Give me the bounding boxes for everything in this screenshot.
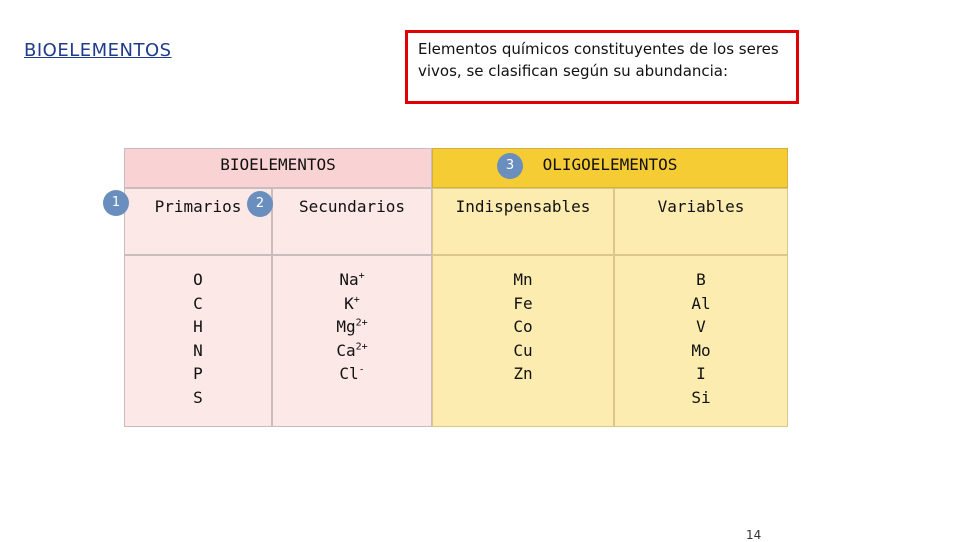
element-charge: 2+ xyxy=(355,317,368,329)
secundarios-list xyxy=(273,268,431,386)
element-symbol: P xyxy=(193,364,203,383)
element-base: Mg xyxy=(336,317,356,336)
element-symbol xyxy=(273,268,431,292)
element-symbol: Zn xyxy=(513,364,533,383)
element-charge: - xyxy=(358,364,365,376)
variables-column xyxy=(614,255,788,427)
element-symbol: Mo xyxy=(691,340,711,360)
element-charge: + xyxy=(353,294,360,306)
element-symbol: Mn xyxy=(513,270,533,289)
secundarios-label: Secundarios xyxy=(299,197,405,216)
primarios-list xyxy=(125,268,271,409)
element-charge: 2+ xyxy=(355,341,368,353)
variables-label: Variables xyxy=(657,197,745,216)
element-symbol: S xyxy=(193,387,203,407)
element-symbol: I xyxy=(696,364,706,383)
primarios-label: Primarios xyxy=(154,197,242,216)
element-symbol: Cu xyxy=(513,340,533,360)
definition-text: Elementos químicos constituyentes de los seres vivos, se clasifican según su abundancia: xyxy=(418,40,779,80)
indispensables-label: Indispensables xyxy=(455,197,591,216)
page-number: 14 xyxy=(746,528,762,542)
element-symbol: H xyxy=(193,317,203,336)
variables-list xyxy=(615,268,787,409)
indispensables-list xyxy=(433,268,613,386)
element-base: Cl xyxy=(339,364,359,383)
badge-primarios: 1 xyxy=(103,190,129,216)
element-symbol xyxy=(273,292,431,316)
classification-table xyxy=(124,148,788,427)
element-symbol: V xyxy=(696,317,706,336)
element-symbol: O xyxy=(193,270,203,289)
element-symbol: Al xyxy=(691,293,711,313)
element-symbol: C xyxy=(193,293,203,313)
variables-header xyxy=(614,188,788,255)
element-symbol: Co xyxy=(513,317,533,336)
secundarios-column xyxy=(272,255,432,427)
slide-title: BIOELEMENTOS xyxy=(24,40,172,61)
element-charge: + xyxy=(358,270,365,282)
indispensables-header xyxy=(432,188,614,255)
element-symbol: Fe xyxy=(513,293,533,313)
primarios-column xyxy=(124,255,272,427)
element-symbol: N xyxy=(193,340,203,360)
element-symbol: B xyxy=(696,270,706,289)
oligoelementos-header xyxy=(432,148,788,188)
definition-box xyxy=(405,30,799,104)
element-base: K xyxy=(344,293,354,313)
bioelementos-header xyxy=(124,148,432,188)
element-base: Na xyxy=(339,270,359,289)
oligoelementos-header-label: OLIGOELEMENTOS xyxy=(542,155,678,174)
secundarios-header xyxy=(272,188,432,255)
badge-oligoelementos: 3 xyxy=(497,153,523,179)
element-symbol xyxy=(273,315,431,339)
badge-secundarios: 2 xyxy=(247,191,273,217)
indispensables-column xyxy=(432,255,614,427)
bioelementos-header-label: BIOELEMENTOS xyxy=(220,155,336,174)
element-symbol: Si xyxy=(691,387,711,407)
element-symbol xyxy=(273,362,431,386)
element-base: Ca xyxy=(336,340,356,360)
element-symbol xyxy=(273,339,431,363)
